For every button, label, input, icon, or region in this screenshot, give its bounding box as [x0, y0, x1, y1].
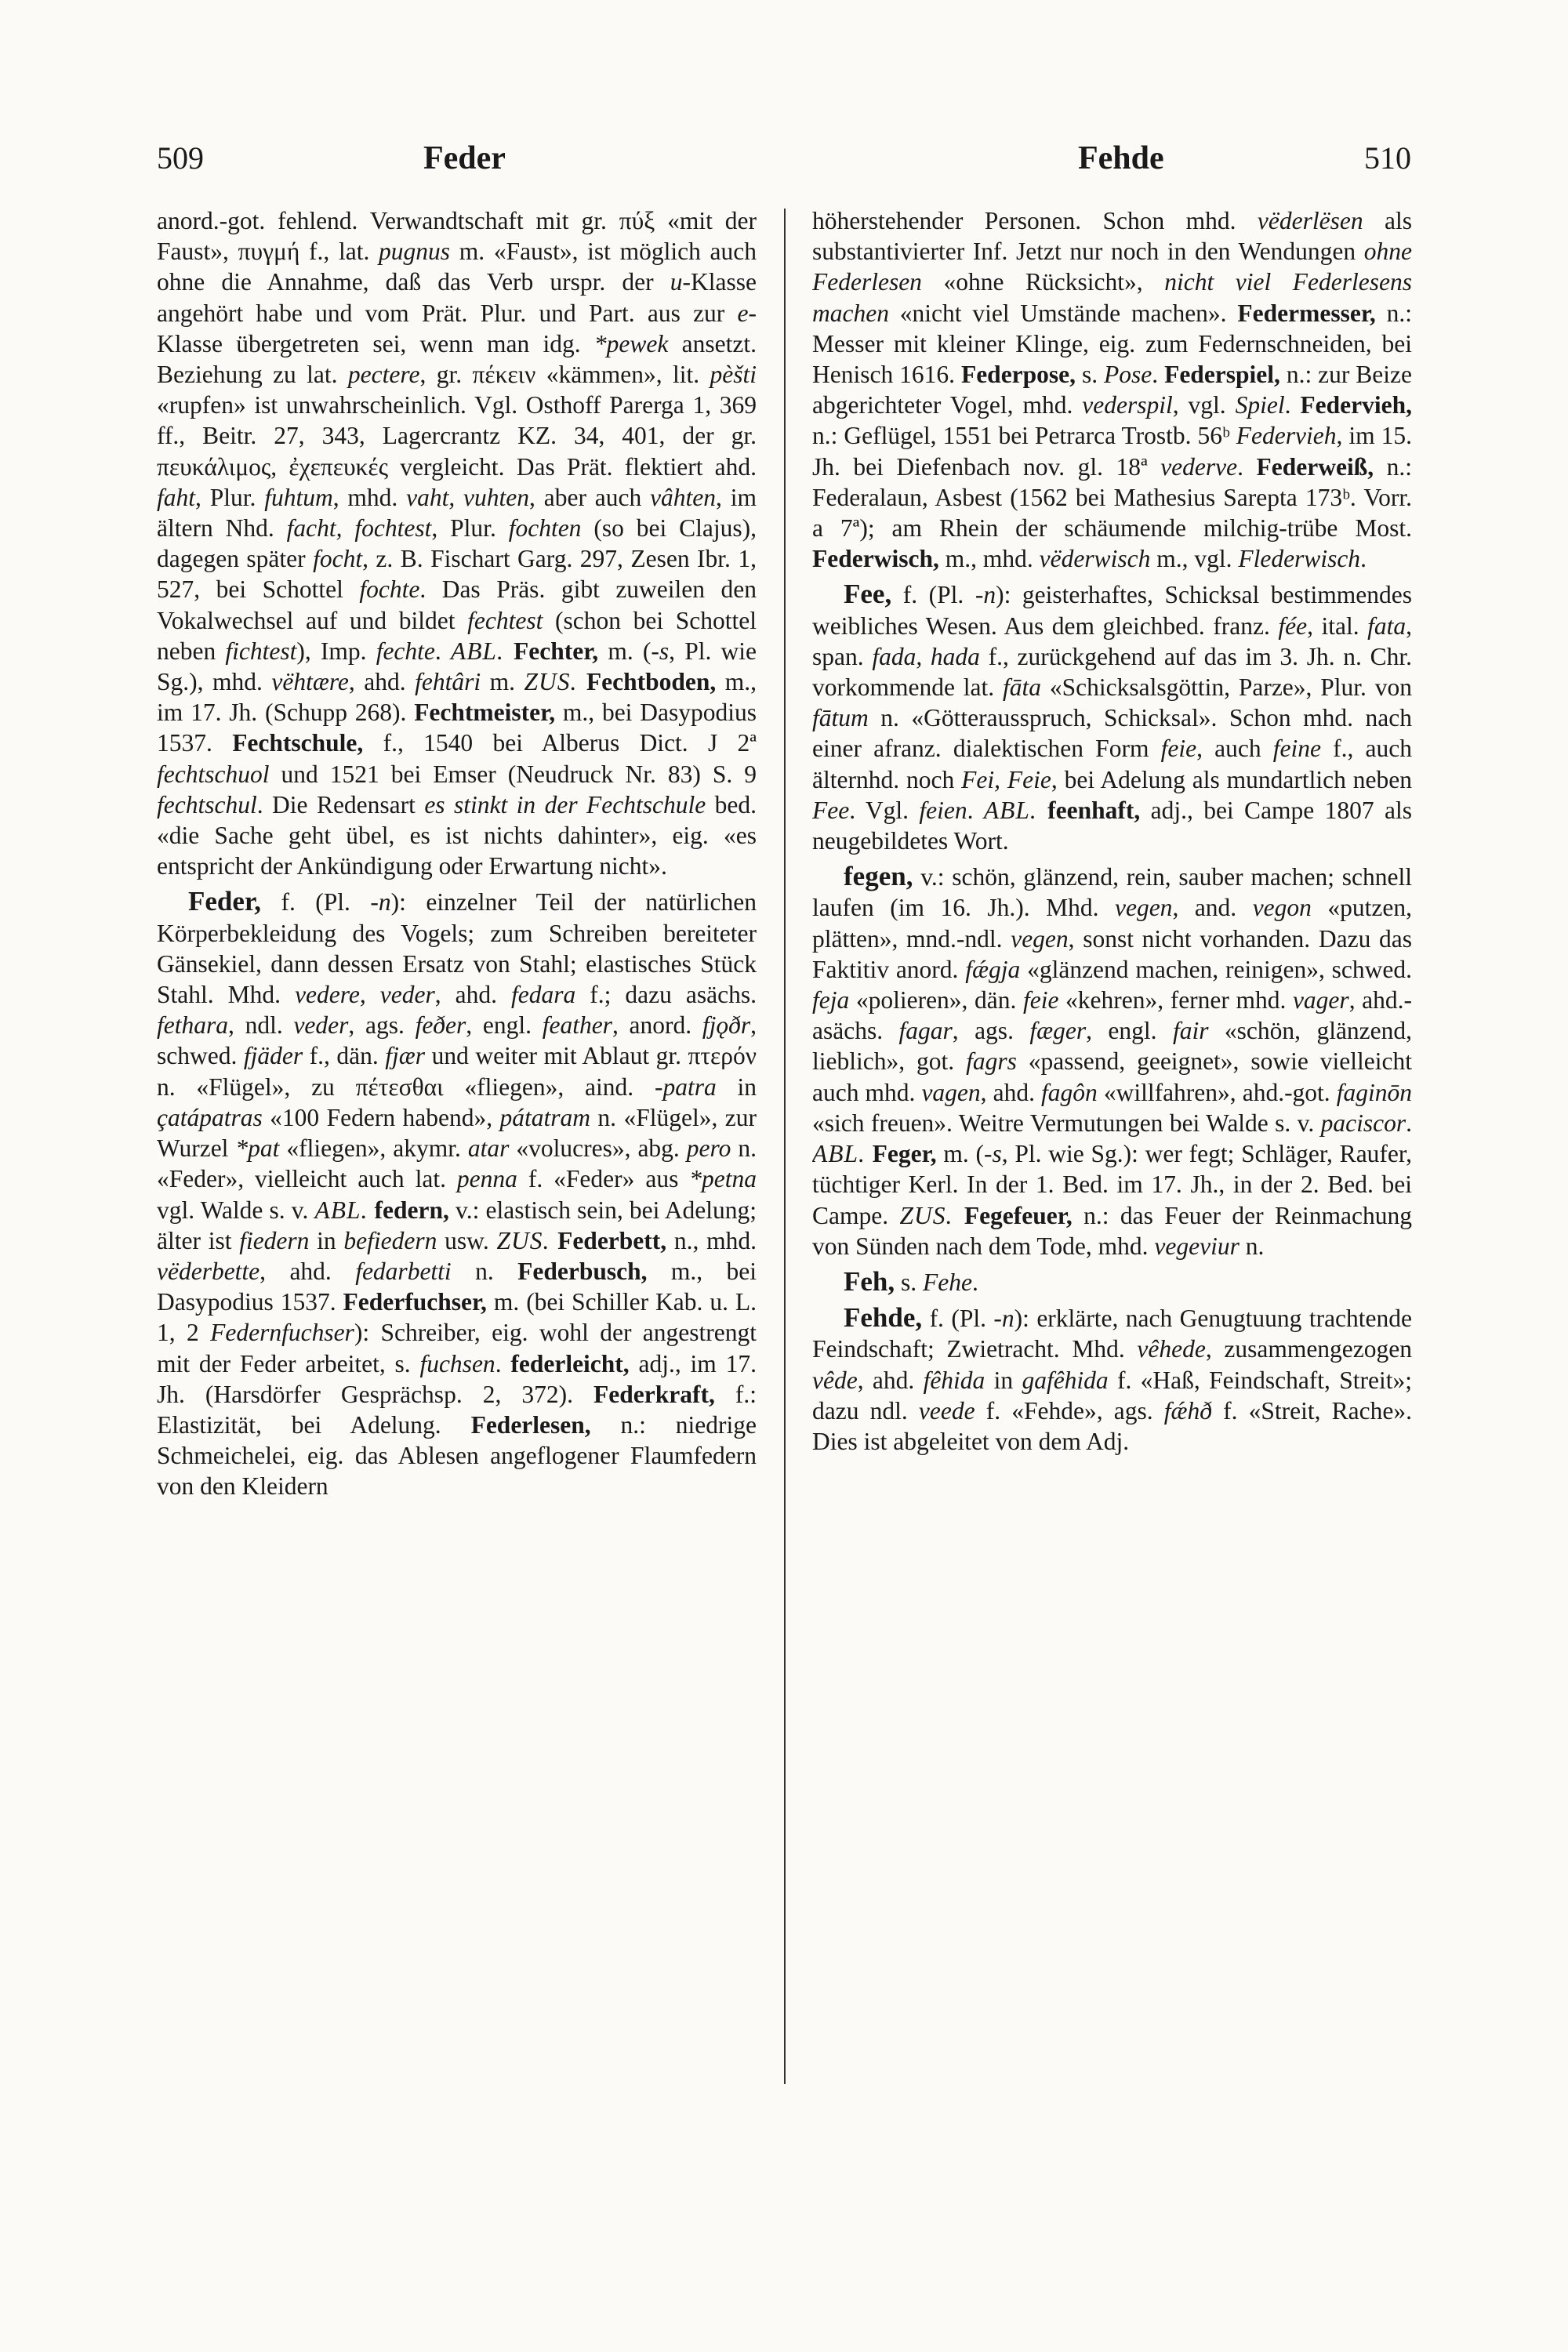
entry-text: , mhd. — [332, 483, 407, 511]
dictionary-entry — [812, 861, 1412, 1261]
italic-term: fata — [1367, 612, 1406, 640]
entry-text: «schön, glänzend, lieblich», got. — [812, 1017, 1412, 1076]
entry-text: , bei Adelung als mundartlich neben — [1051, 765, 1412, 793]
entry-text: m., bei Dasypodius 1537. — [157, 699, 757, 757]
italic-term: -patra — [654, 1073, 717, 1101]
italic-term: fātum — [812, 704, 869, 732]
entry-text: s. — [1076, 361, 1105, 389]
italic-term: paciscor — [1320, 1109, 1406, 1137]
italic-term: gafêhida — [1022, 1366, 1109, 1394]
column-divider — [784, 209, 786, 2084]
entry-text: n. — [1239, 1232, 1265, 1260]
entry-text: «passend, geeignet», sowie vielleicht auch mhd. — [812, 1047, 1412, 1106]
entry-text: f.; dazu asächs. — [575, 981, 757, 1009]
italic-term: fair — [1172, 1017, 1209, 1045]
entry-text: . Vgl. — [849, 796, 920, 824]
entry-text: «willfahren», ahd.-got. — [1097, 1078, 1337, 1106]
entry-text: «Schicksalsgöttin, Parze», Plur. von — [1041, 673, 1412, 702]
entry-text: , vgl. — [1172, 391, 1236, 419]
entry-text: adj., im 17. Jh. (Harsdörfer Gesprächsp. 2, 372). — [157, 1349, 757, 1408]
entry-text: . — [1406, 1109, 1412, 1137]
entry-text: f. «Haß, Feindschaft, Streit»; dazu ndl. — [812, 1366, 1412, 1425]
sub-headword: Fechtboden, — [586, 668, 717, 696]
italic-term: *petna — [689, 1165, 757, 1193]
italic-term: focht — [313, 545, 363, 573]
entry-text: , im ältern Nhd. — [157, 483, 757, 543]
entry-text: f. «Feder» aus — [517, 1165, 690, 1193]
entry-text: , ahd. — [434, 981, 511, 1009]
italic-term: Flederwisch — [1238, 545, 1361, 573]
italic-term: pero — [686, 1134, 731, 1163]
italic-term: vegon — [1252, 894, 1312, 922]
sub-headword: Federwisch, — [812, 545, 939, 573]
italic-term: vederve — [1160, 452, 1238, 481]
entry-text: , ndl. — [228, 1011, 294, 1040]
entry-text: , schwed. — [157, 1011, 757, 1070]
left-page-number: 509 — [157, 140, 204, 176]
italic-term: fagrs — [966, 1047, 1017, 1076]
entry-text: «sich freuen». Weitre Vermutungen bei Walde s. v. — [812, 1109, 1321, 1137]
italic-term: feja — [812, 986, 850, 1014]
italic-term: pátatram — [499, 1103, 591, 1131]
entry-text: ): einzelner Teil der natürlichen Körperbekleidung des Vogels; zum Schreiben bereiteter Gänsekiel, dann dessen Ersatz von Stahl; elastisches Stück Stahl. Mhd. — [157, 888, 757, 1009]
italic-term: s — [992, 1140, 1002, 1168]
entry-text: usw. — [437, 1226, 497, 1254]
entry-text: m. (bei Schiller Kab. u. L. 1, 2 — [157, 1288, 757, 1347]
italic-term: fedara — [511, 981, 576, 1009]
italic-term: vedere, veder — [295, 981, 435, 1009]
entry-text: , span. — [812, 612, 1412, 670]
entry-text: «ohne Rücksicht», — [921, 268, 1165, 296]
italic-term: feðer — [415, 1011, 466, 1040]
entry-text: , zusammengezogen — [1205, 1335, 1412, 1363]
sub-headword: Federweiß, — [1256, 452, 1374, 481]
italic-term: vëhtære — [271, 668, 349, 696]
italic-term: n — [983, 581, 996, 609]
entry-text: n.: Messer mit kleiner Klinge, eig. zum Federnschneiden, bei Henisch 1616. — [812, 299, 1412, 389]
italic-term: pectere — [347, 361, 420, 389]
entry-text: f. (Pl. - — [261, 888, 379, 916]
italic-term: fechtschul — [157, 790, 257, 818]
dictionary-entry — [812, 1266, 1412, 1298]
entry-text: m., mhd. — [938, 545, 1040, 573]
sub-headword: Federpose, — [960, 361, 1076, 389]
entry-text: . — [434, 637, 451, 665]
italic-term: pugnus — [379, 238, 451, 266]
entry-text: bed. «die Sache geht übel, es ist nichts dahinter», eig. «es entspricht der Ankündigung oder Erwartung nicht». — [157, 790, 757, 880]
entry-text: . Das Präs. gibt zuweilen den Vokalwechsel auf und bildet — [157, 575, 757, 634]
sub-headword: Federmesser, — [1237, 299, 1376, 327]
entry-text: f., dän. — [303, 1042, 386, 1070]
entry-text: m. — [481, 668, 524, 696]
entry-text: f. (Pl. - — [922, 1305, 1002, 1333]
entry-text — [577, 668, 586, 695]
entry-text: n.: Federalaun, Asbest (1562 bei Mathesius Sarepta 173ᵇ. Vorr. a 7ª); am Rhein der schäumende milchig-trübe Most. — [812, 452, 1412, 543]
entry-text: ansetzt. Beziehung zu lat. — [157, 329, 757, 389]
italic-term: faht — [157, 483, 196, 511]
sub-headword: feenhaft, — [1047, 796, 1141, 824]
entry-text: und weiter mit Ablaut gr. πτερόν n. «Flügel», zu πέτεσθαι «fliegen», aind. — [157, 1042, 757, 1101]
italic-term: s — [659, 637, 670, 665]
entry-text: s. — [895, 1268, 924, 1296]
entry-text: n.: Geflügel, 1551 bei Petrarca Trostb. 56ᵇ — [812, 422, 1236, 450]
entry-text: f. (Pl. - — [891, 581, 984, 609]
entry-text: , ahd. — [348, 668, 416, 696]
section-label: ZUS. — [524, 668, 578, 696]
entry-text: , auch — [1196, 735, 1273, 763]
entry-text: m., im 17. Jh. (Schupp 268). — [157, 668, 757, 727]
italic-term: atar — [467, 1134, 510, 1163]
entry-text: ), Imp. — [296, 637, 376, 665]
entry-text: n.: das Feuer der Reinmachung von Sünden nach dem Tode, mhd. — [812, 1201, 1412, 1260]
italic-term: fuchsen — [419, 1349, 495, 1377]
entry-text: ): Schreiber, eig. wohl der angestrengt mit der Feder arbeitet, s. — [157, 1319, 757, 1377]
italic-term: vager — [1292, 986, 1349, 1014]
italic-term: fechte — [376, 637, 435, 665]
italic-term: Federnfuchser — [210, 1319, 354, 1347]
italic-term: e — [737, 299, 749, 327]
entry-text: -Klasse angehört habe und vom Prät. Plur. und Part. aus zur — [157, 268, 757, 327]
entry-text: in — [985, 1366, 1022, 1394]
sub-headword: federleicht, — [510, 1349, 630, 1377]
sub-headword: Federfuchser, — [343, 1288, 487, 1316]
section-label: ZUS. — [496, 1226, 550, 1254]
italic-term: vëderbette — [157, 1257, 260, 1285]
entry-text: v.: elastisch sein, bei Adelung; älter ist — [157, 1196, 757, 1254]
entry-text: . — [1284, 391, 1301, 419]
entry-text: , anord. — [612, 1011, 702, 1040]
section-label: ZUS. — [899, 1201, 953, 1229]
italic-term: fæger — [1029, 1017, 1087, 1045]
entry-text: , Pl. wie Sg.): wer fegt; Schläger, Raufer, tüchtiger Kerl. In der 1. Bed. im 17. Jh., in der 2. Bed. bei Campe. — [812, 1140, 1412, 1229]
italic-term: fǽhð — [1163, 1396, 1212, 1425]
entry-text: . — [495, 1349, 511, 1377]
entry-text: in — [716, 1073, 757, 1101]
italic-term: vederspil — [1082, 391, 1173, 419]
entry-text: . Die Redensart — [256, 790, 425, 818]
dictionary-entry — [157, 205, 757, 881]
italic-term: fagôn — [1041, 1078, 1098, 1106]
sub-headword: Federbett, — [557, 1226, 667, 1254]
italic-term: feine — [1272, 735, 1321, 763]
entry-text: n. «Feder», vielleicht auch lat. — [157, 1134, 757, 1193]
entry-text: , and. — [1172, 894, 1253, 922]
entry-text: f., auch älternhd. noch — [812, 735, 1412, 793]
italic-term: n — [378, 888, 391, 916]
italic-term: fagar — [898, 1017, 953, 1045]
entry-headword: Fee, — [844, 579, 892, 610]
italic-term: fāta — [1003, 673, 1042, 702]
italic-term: fochte — [359, 575, 420, 604]
italic-term: fochten — [508, 514, 582, 543]
entry-text — [953, 1202, 964, 1229]
italic-term: penna — [456, 1165, 517, 1193]
entry-text: «100 Federn habend», — [262, 1103, 500, 1131]
entry-text: m., vgl. — [1150, 545, 1239, 573]
entry-text: . — [967, 796, 984, 824]
entry-text: «putzen, plätten», mnd.-ndl. — [812, 894, 1412, 953]
entry-headword: fegen, — [844, 861, 913, 892]
italic-term: fedarbetti — [355, 1257, 452, 1285]
entry-headword: Feh, — [844, 1265, 895, 1297]
entry-text: f., 1540 bei Alberus Dict. J 2ª — [363, 729, 757, 757]
entry-text: «rupfen» ist unwahrscheinlich. Vgl. Osthoff Parerga 1, 369 ff., Beitr. 27, 343, Lagercrantz KZ. 34, 401, der gr. πευκάλιμος, ἐχεπευκές vergleicht. Das Prät. flektiert ahd. — [157, 391, 757, 481]
entry-text: (so bei Clajus), dagegen später — [157, 514, 757, 573]
entry-text: , sonst nicht vorhanden. Dazu das Faktitiv anord. — [812, 924, 1412, 983]
sub-headword: Federspiel, — [1164, 361, 1280, 389]
entry-text: «kehren», ferner mhd. — [1058, 986, 1293, 1014]
entry-text: n. «Flügel», zur Wurzel — [157, 1103, 757, 1163]
entry-text: . — [972, 1268, 978, 1296]
entry-text: «polieren», dän. — [849, 986, 1023, 1014]
dictionary-entry — [812, 579, 1412, 856]
right-column — [812, 205, 1412, 2087]
italic-term: Federvieh — [1236, 422, 1337, 450]
entry-text: , engl. — [466, 1011, 543, 1040]
italic-term: fiedern — [239, 1226, 310, 1254]
italic-term: fuhtum — [264, 483, 333, 511]
italic-term: fehtâri — [415, 668, 481, 696]
left-running-headword: Feder — [423, 140, 506, 176]
sub-headword: Federkraft, — [593, 1380, 715, 1408]
italic-term: fjær — [385, 1042, 426, 1070]
italic-term: çatápatras — [157, 1103, 263, 1131]
italic-term: fjǫðr — [702, 1011, 751, 1040]
entry-text: f. «Streit, Rache». Dies ist abgeleitet von dem Adj. — [812, 1396, 1412, 1455]
entry-text: m. (- — [936, 1140, 993, 1168]
right-running-headword: Fehde — [1078, 140, 1164, 176]
entry-text: , Plur. — [195, 483, 265, 511]
entry-text: n. «Götterausspruch, Schicksal». Schon mhd. nach einer afranz. dialektischen Form — [812, 704, 1412, 763]
italic-term: Fehe — [923, 1268, 972, 1296]
sub-headword: Fechtmeister, — [414, 699, 556, 727]
entry-text: , im 15. Jh. bei Diefenbach nov. gl. 18ª — [812, 422, 1412, 481]
italic-term: es stinkt in der Fechtschule — [424, 790, 706, 818]
entry-text: , ahd. — [980, 1078, 1042, 1106]
entry-text: , Pl. wie Sg.), mhd. — [157, 637, 757, 696]
entry-text: , ahd. — [857, 1366, 924, 1394]
entry-text: , engl. — [1086, 1017, 1173, 1045]
left-column — [157, 205, 757, 2087]
entry-text: n. — [451, 1257, 518, 1285]
section-label: ABL. — [983, 796, 1037, 824]
entry-text: . — [1360, 545, 1367, 573]
right-page-number: 510 — [1364, 140, 1411, 176]
entry-text: (schon bei Schottel neben — [157, 606, 757, 665]
italic-term: Fei, Feie — [961, 765, 1051, 793]
running-header — [157, 140, 1411, 190]
entry-text: n., mhd. — [666, 1226, 757, 1254]
italic-term: vêhede — [1137, 1335, 1206, 1363]
section-label: ABL. — [450, 637, 504, 665]
italic-term: fêhida — [923, 1366, 985, 1394]
italic-term: *pewek — [593, 329, 669, 358]
italic-term: vêde — [812, 1366, 858, 1394]
entry-text: als substantivierter Inf. Jetzt nur noch in den Wendungen — [812, 207, 1412, 266]
entry-text: , ags. — [348, 1011, 416, 1040]
italic-term: fethara — [157, 1011, 228, 1040]
entry-text: m. «Faust», ist möglich auch ohne die Annahme, daß das Verb urspr. der — [157, 238, 757, 296]
italic-term: fǽgja — [965, 955, 1021, 983]
entry-text: f.: Elastizität, bei Adelung. — [157, 1380, 757, 1439]
entry-text: , ital. — [1307, 612, 1368, 640]
dictionary-entry — [157, 886, 757, 1501]
entry-text: -Klasse übergetreten sei, wenn man idg. — [157, 299, 757, 358]
sub-headword: Federlesen, — [470, 1410, 591, 1439]
italic-term: feather — [542, 1011, 612, 1040]
entry-text — [550, 1227, 557, 1254]
italic-term: fechtschuol — [157, 760, 270, 788]
entry-text: , ahd.-asächs. — [812, 986, 1412, 1045]
entry-text: adj., bei Campe 1807 als neugebildetes Wort. — [812, 796, 1412, 855]
italic-term: nicht viel Federlesens machen — [812, 268, 1412, 327]
entry-text: m. (- — [598, 637, 659, 665]
entry-text: , ahd. — [260, 1257, 356, 1285]
italic-term: befiedern — [343, 1226, 437, 1254]
sub-headword: Federbusch, — [517, 1257, 648, 1285]
entry-text: m., bei Dasypodius 1537. — [157, 1257, 757, 1316]
entry-text: n.: niedrige Schmeichelei, eig. das Ablesen angeflogener Flaumfedern von den Kleidern — [157, 1410, 757, 1501]
italic-term: faginōn — [1336, 1078, 1412, 1106]
italic-term: feien — [919, 796, 967, 824]
entry-text: «volucres», abg. — [509, 1134, 687, 1163]
entry-text: ): erklärte, nach Genugtuung trachtende Feindschaft; Zwietracht. Mhd. — [812, 1305, 1412, 1363]
entry-text: und 1521 bei Emser (Neudruck Nr. 83) S. 9 — [269, 760, 757, 788]
italic-term: pèšti — [710, 361, 757, 389]
italic-term: vegen — [1114, 894, 1173, 922]
entry-text: , aber auch — [529, 483, 651, 511]
entry-text: n.: zur Beize abgerichteter Vogel, mhd. — [812, 361, 1412, 419]
entry-text: anord.-got. fehlend. Verwandtschaft mit gr. πύξ «mit der Faust», πυγμή f., lat. — [157, 207, 757, 266]
italic-term: feie — [1022, 986, 1059, 1014]
italic-term: vagen — [921, 1078, 981, 1106]
entry-text: «glänzend machen, reinigen», schwed. — [1020, 955, 1412, 983]
dictionary-entry — [812, 1302, 1412, 1457]
entry-text — [866, 1140, 873, 1167]
italic-term: ohne Federlesen — [812, 238, 1412, 296]
section-label: ABL. — [314, 1196, 368, 1224]
entry-text — [1037, 797, 1047, 824]
entry-text: v.: schön, glänzend, rein, sauber machen; schnell laufen (im 16. Jh.). Mhd. — [812, 863, 1412, 922]
italic-term: fechtest — [467, 606, 543, 634]
italic-term: *pat — [235, 1134, 280, 1163]
entry-text: «nicht viel Umstände machen». — [888, 299, 1238, 327]
entry-text: ): geisterhaftes, Schicksal bestimmendes weibliches Wesen. Aus dem gleichbed. franz. — [812, 581, 1412, 640]
italic-term: vëderlësen — [1257, 207, 1363, 234]
section-label: ABL. — [812, 1140, 866, 1168]
italic-term: fada, hada — [872, 642, 980, 670]
italic-term: vaht, vuhten — [406, 483, 530, 511]
italic-term: n — [1001, 1305, 1014, 1333]
italic-term: veder — [293, 1011, 349, 1040]
italic-term: Fee — [812, 796, 850, 824]
italic-term: Pose — [1104, 361, 1152, 389]
entry-text — [368, 1196, 374, 1224]
italic-term: Spiel — [1235, 391, 1285, 419]
entry-text: «fliegen», akymr. — [279, 1134, 468, 1163]
italic-term: fée — [1278, 612, 1308, 640]
entry-text: , Plur. — [431, 514, 509, 543]
sub-headword: federn, — [374, 1196, 449, 1224]
entry-text: . — [1152, 361, 1165, 389]
entry-text: in — [309, 1226, 344, 1254]
dictionary-entry — [812, 205, 1412, 574]
italic-term: vëderwisch — [1039, 545, 1151, 573]
entry-text — [504, 637, 514, 665]
italic-term: vegen — [1011, 924, 1069, 953]
entry-headword: Feder, — [188, 886, 261, 917]
sub-headword: Fegefeuer, — [964, 1201, 1073, 1229]
sub-headword: Fechtschule, — [232, 729, 364, 757]
entry-text: , z. B. Fischart Garg. 297, Zesen Ibr. 1, 527, bei Schottel — [157, 545, 757, 604]
italic-term: u — [670, 268, 683, 296]
entry-text: f. «Fehde», ags. — [975, 1396, 1164, 1425]
sub-headword: Feger, — [872, 1140, 937, 1168]
italic-term: fichtest — [225, 637, 297, 665]
entry-text: , gr. πέκειν «kämmen», lit. — [419, 361, 710, 389]
italic-term: feie — [1160, 735, 1197, 763]
sub-headword: Federvieh, — [1300, 391, 1412, 419]
italic-term: vegeviur — [1154, 1232, 1240, 1260]
italic-term: vâhten — [650, 483, 717, 511]
entry-text: höherstehender Personen. Schon mhd. — [812, 207, 1258, 234]
entry-text: , ags. — [952, 1017, 1030, 1045]
italic-term: fjäder — [243, 1042, 303, 1070]
sub-headword: Fechter, — [514, 637, 599, 665]
entry-text: f., zurückgehend auf das im 3. Jh. n. Chr. vorkommende lat. — [812, 642, 1412, 702]
italic-term: veede — [918, 1396, 975, 1425]
entry-text: . — [1237, 452, 1257, 481]
italic-term: facht, fochtest — [286, 514, 432, 543]
entry-headword: Fehde, — [844, 1302, 923, 1334]
entry-text: vgl. Walde s. v. — [157, 1196, 315, 1224]
